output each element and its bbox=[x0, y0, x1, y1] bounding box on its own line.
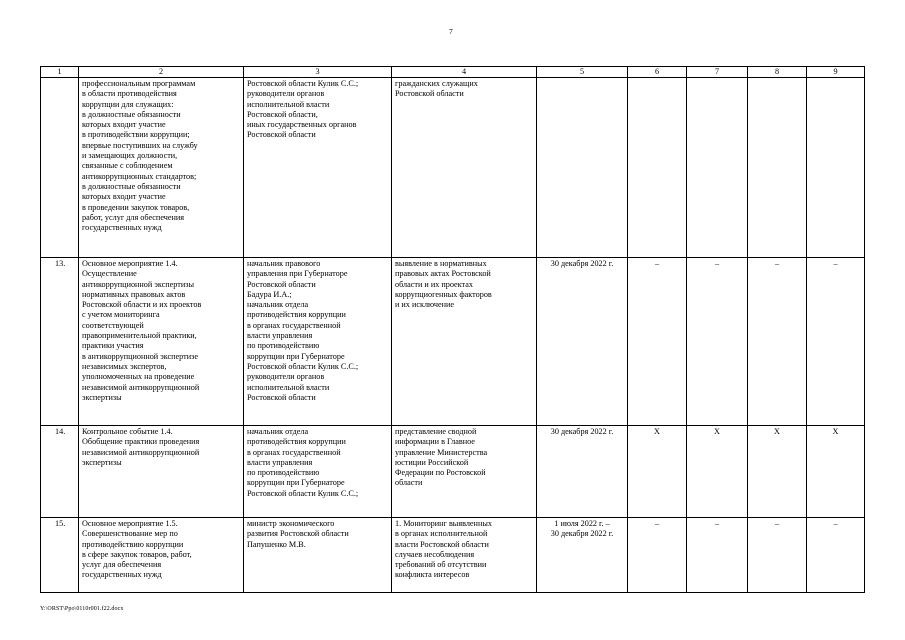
value-cell: Х bbox=[628, 426, 687, 518]
value-cell: – bbox=[628, 258, 687, 426]
column-number: 6 bbox=[628, 67, 687, 78]
deadline-cell: 30 декабря 2022 г. bbox=[537, 258, 628, 426]
table-row bbox=[41, 258, 865, 426]
table-row bbox=[41, 78, 865, 258]
row-number: 14. bbox=[41, 426, 79, 518]
activity-cell: профессиональным программам в области противодействия коррупции для служащих: в должностные обязанности которых входит участие в противодействии коррупции; впервые поступивших на службу и замещающих должности, связанные с соблюдением антикоррупционных стандартов; в должностные обязанности которых входит участие в проведении закупок товаров, работ, услуг для обеспечения государственных нужд bbox=[79, 78, 244, 258]
value-cell: – bbox=[748, 518, 807, 593]
column-number: 7 bbox=[687, 67, 748, 78]
value-cell: – bbox=[748, 258, 807, 426]
value-cell bbox=[628, 78, 687, 258]
column-number: 9 bbox=[807, 67, 865, 78]
value-cell bbox=[807, 78, 865, 258]
executor-cell: Ростовской области Кулик С.С.; руководители органов исполнительной власти Ростовской области, иных государственных органов Ростовской области bbox=[244, 78, 392, 258]
executor-cell: начальник отдела противодействия коррупции в органах государственной власти управления по противодействию коррупции при Губернаторе Ростовской области Кулик С.С.; bbox=[244, 426, 392, 518]
value-cell: – bbox=[687, 258, 748, 426]
executor-cell: начальник правового управления при Губернаторе Ростовской области Бадура И.А.; начальник отдела противодействия коррупции в органах государственной власти управления по противодействию коррупции при Губернаторе Ростовской области Кулик С.С.; руководители органов исполнительной власти Ростовской области bbox=[244, 258, 392, 426]
value-cell bbox=[687, 78, 748, 258]
deadline-cell: 1 июля 2022 г. – 30 декабря 2022 г. bbox=[537, 518, 628, 593]
column-number: 2 bbox=[79, 67, 244, 78]
executor-cell: министр экономического развития Ростовской области Папушенко М.В. bbox=[244, 518, 392, 593]
result-cell: 1. Мониторинг выявленных в органах исполнительной власти Ростовской области случаев несоблюдения требований об отсутствии конфликта интересов bbox=[392, 518, 537, 593]
activity-cell: Контрольное событие 1.4. Обобщение практики проведения независимой антикоррупционной экспертизы bbox=[79, 426, 244, 518]
column-number: 8 bbox=[748, 67, 807, 78]
value-cell: – bbox=[807, 258, 865, 426]
deadline-cell bbox=[537, 78, 628, 258]
value-cell: Х bbox=[748, 426, 807, 518]
column-number-row bbox=[41, 67, 865, 78]
column-number: 4 bbox=[392, 67, 537, 78]
activity-cell: Основное мероприятие 1.5. Совершенствование мер по противодействию коррупции в сфере закупок товаров, работ, услуг для обеспечения государственных нужд bbox=[79, 518, 244, 593]
value-cell: – bbox=[807, 518, 865, 593]
row-number: 13. bbox=[41, 258, 79, 426]
row-number: 15. bbox=[41, 518, 79, 593]
plan-table bbox=[40, 66, 865, 593]
column-number: 3 bbox=[244, 67, 392, 78]
value-cell: Х bbox=[687, 426, 748, 518]
value-cell: – bbox=[628, 518, 687, 593]
value-cell: Х bbox=[807, 426, 865, 518]
result-cell: выявление в нормативных правовых актах Ростовской области и их проектах коррупциогенных факторов и их исключение bbox=[392, 258, 537, 426]
row-number bbox=[41, 78, 79, 258]
file-path-footer: Y:\ORST\Ppo\0110r001.f22.docx bbox=[40, 606, 124, 612]
column-number: 1 bbox=[41, 67, 79, 78]
result-cell: представление сводной информации в Главное управление Министерства юстиции Российской Федерации по Ростовской области bbox=[392, 426, 537, 518]
column-number: 5 bbox=[537, 67, 628, 78]
activity-cell: Основное мероприятие 1.4. Осуществление антикоррупционной экспертизы нормативных правовых актов Ростовской области и их проектов с учетом мониторинга соответствующей правоприменительной практики, практики участия в антикоррупционной экспертизе независимых экспертов, уполномоченных на проведение независимой антикоррупционной экспертизы bbox=[79, 258, 244, 426]
table-row bbox=[41, 518, 865, 593]
value-cell bbox=[748, 78, 807, 258]
deadline-cell: 30 декабря 2022 г. bbox=[537, 426, 628, 518]
table-row bbox=[41, 426, 865, 518]
result-cell: гражданских служащих Ростовской области bbox=[392, 78, 537, 258]
page-number: 7 bbox=[449, 27, 453, 36]
value-cell: – bbox=[687, 518, 748, 593]
